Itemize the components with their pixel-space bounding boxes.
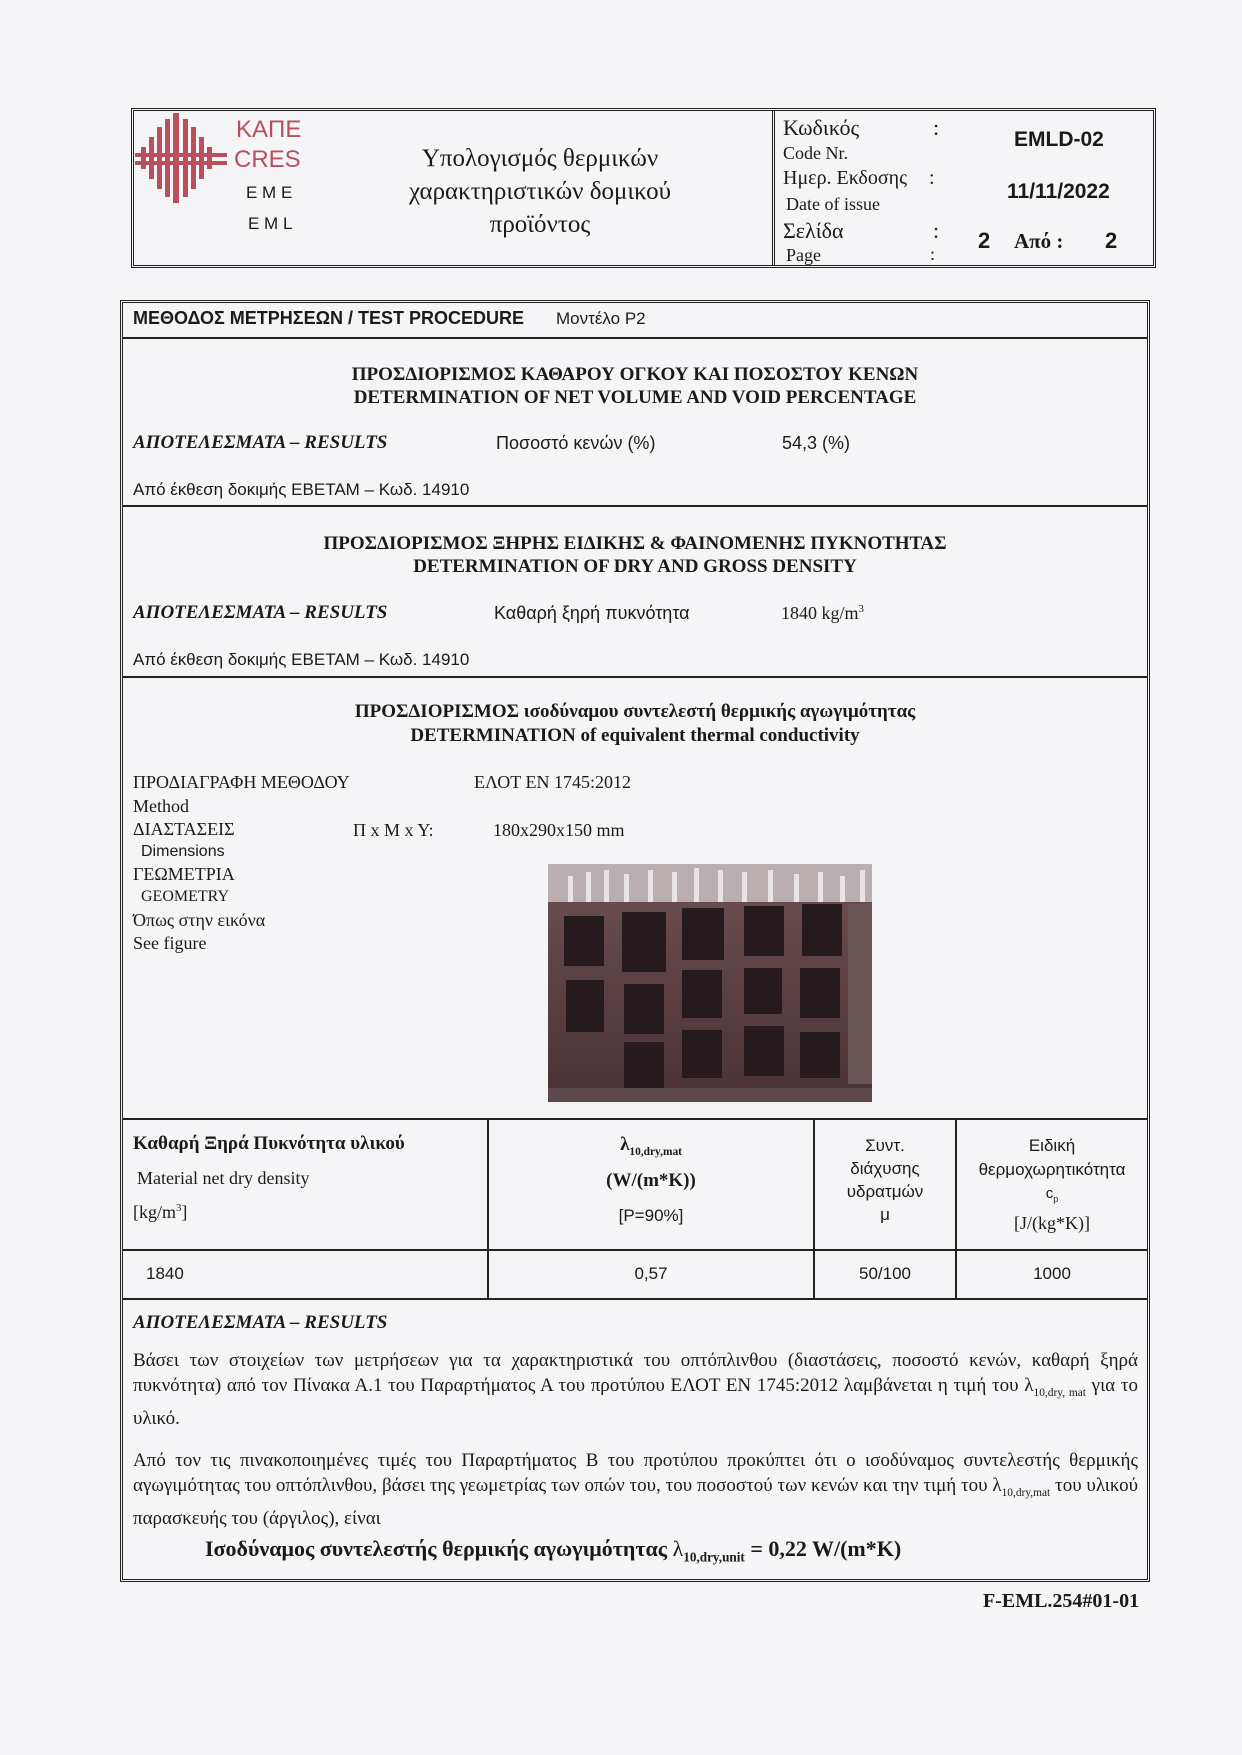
divider — [122, 1298, 1148, 1300]
col4-line1: Ειδική — [1028, 1136, 1076, 1155]
logo-text-cres: CRES — [234, 146, 301, 173]
date-value: 11/11/2022 — [1007, 180, 1110, 203]
brick-photo — [548, 864, 872, 1102]
final-lambda: λ — [672, 1536, 684, 1561]
para2-end: του υλικού παρασκευής του (άργιλος), είναι — [133, 1475, 1138, 1529]
geometry-label-gr: ΓΕΩΜΕΤΡΙΑ — [133, 864, 235, 884]
col2-header-condition: [P=90%] — [618, 1206, 684, 1225]
dry-density-label: Καθαρή ξηρή πυκνότητα — [494, 603, 690, 623]
col4-header — [957, 1134, 1147, 1235]
logo-text-eme: E M E — [246, 183, 293, 202]
col2-lambda: λ — [620, 1134, 630, 1155]
row-mu: 50/100 — [859, 1264, 911, 1283]
divider — [122, 1249, 1148, 1251]
para1-end: για το υλικό. — [133, 1375, 1138, 1429]
col2-header-unit: (W/(m*K)) — [606, 1170, 696, 1191]
para2-text: Από τον τις πινακοποιημένες τιμές του Παραρτήματος Β του προτύπου προκύπτει ότι ο ισοδύναμος συντελεστής θερμικής αγωγιμότητας του οπτόπλινθου, βάσει της γεωμετρίας των οπών του, του ποσοστού των κενών και την τιμή του λ — [133, 1450, 1138, 1496]
section1-title-en: DETERMINATION OF NET VOLUME AND VOID PERCENTAGE — [353, 387, 917, 408]
spec-label-en: Method — [133, 796, 189, 816]
title-line-2: χαρακτηριστικών δομικού — [408, 178, 672, 205]
divider — [122, 676, 1148, 678]
void-percentage-label: Ποσοστό κενών (%) — [496, 433, 656, 453]
divider — [122, 1118, 1148, 1120]
col4-line4: [J/(kg*K)] — [1014, 1213, 1090, 1233]
divider — [122, 505, 1148, 507]
final-value: = 0,22 W/(m*K) — [744, 1536, 902, 1561]
dimensions-label-en: Dimensions — [141, 843, 225, 860]
logo-text-kape: ΚΑΠΕ — [236, 116, 302, 143]
results-paragraph-2 — [133, 1448, 1138, 1531]
page-value: 2 — [978, 228, 991, 253]
spec-label-gr: ΠΡΟΔΙΑΓΡΑΦΗ ΜΕΘΟΔΟΥ — [133, 772, 350, 792]
dry-density-number: 1840 kg/m — [781, 603, 859, 623]
final-results-label: ΑΠΟΤΕΛΕΣΜΑΤΑ – RESULTS — [133, 1312, 388, 1333]
final-subscript: 10,dry,unit — [683, 1549, 745, 1565]
code-label-gr: Κωδικός — [783, 115, 860, 140]
col4-line3 — [957, 1182, 1147, 1211]
dimensions-formula: Π x M x Y: — [353, 820, 434, 840]
col2-header-symbol — [489, 1134, 813, 1158]
col1-unit-exponent: 3 — [176, 1202, 182, 1214]
section1-title-gr: ΠΡΟΣΔΙΟΡΙΣΜΟΣ ΚΑΘΑΡΟΥ ΟΓΚΟΥ ΚΑΙ ΠΟΣΟΣΤΟΥ ΚΕΝΩΝ — [351, 364, 919, 385]
geometry-note-en: See figure — [133, 933, 207, 953]
page-total: 2 — [1105, 228, 1118, 253]
code-colon: : — [933, 115, 940, 140]
col1-header-en: Material net dry density — [137, 1168, 310, 1188]
title-line-3: προϊόντος — [489, 211, 591, 238]
spec-value: ΕΛΟΤ EN 1745:2012 — [474, 772, 631, 792]
col4-symbol: c — [1045, 1185, 1054, 1202]
document-title — [370, 142, 710, 241]
col3-header — [815, 1134, 955, 1226]
page-label-gr: Σελίδα — [783, 218, 844, 243]
row-density: 1840 — [146, 1264, 184, 1283]
page-of-label: Από : — [1014, 229, 1064, 253]
col1-header-unit — [133, 1202, 187, 1223]
page-colon-2: : — [930, 244, 936, 264]
col3-line2: διάχυσης — [850, 1159, 920, 1178]
code-value: EMLD-02 — [1014, 128, 1104, 151]
logo-text-eml: E M L — [248, 214, 293, 233]
section3-title-en: DETERMINATION of equivalent thermal conductivity — [410, 725, 860, 746]
section2-title-en: DETERMINATION OF DRY AND GROSS DENSITY — [413, 556, 857, 577]
dry-density-exponent: 3 — [858, 603, 864, 615]
para1-subscript: 10,dry, mat — [1033, 1386, 1086, 1399]
col1-unit-close: ] — [181, 1202, 188, 1222]
col3-line1: Συντ. — [865, 1136, 905, 1155]
cres-logo-icon — [135, 113, 227, 205]
method-model: Μοντέλο P2 — [556, 309, 646, 328]
date-colon: : — [929, 167, 935, 189]
para2-subscript: 10,dry,mat — [1001, 1486, 1051, 1499]
page-label-en: Page — [786, 245, 821, 265]
geometry-note-gr: Όπως στην εικόνα — [133, 910, 266, 930]
method-label: ΜΕΘΟΔΟΣ ΜΕΤΡΗΣΕΩΝ / TEST PROCEDURE — [133, 308, 525, 328]
section2-title-gr: ΠΡΟΣΔΙΟΡΙΣΜΟΣ ΞΗΡΗΣ ΕΙΔΙΚΗΣ & ΦΑΙΝΟΜΕΝΗΣ ΠΥΚΝΟΤΗΤΑΣ — [323, 533, 947, 554]
dimensions-label-gr: ΔΙΑΣΤΑΣΕΙΣ — [133, 819, 235, 839]
section1-source: Από έκθεση δοκιμής ΕΒΕΤΑΜ – Κωδ. 14910 — [133, 480, 470, 499]
form-code: F-EML.254#01-01 — [983, 1590, 1140, 1612]
divider — [122, 337, 1148, 339]
code-label-en: Code Nr. — [783, 143, 848, 163]
para1-text: Βάσει των στοιχείων των μετρήσεων για τα χαρακτηριστικά του οπτόπλινθου (διαστάσεις, ποσοστό κενών, καθαρή ξηρά πυκνότητα) από τον Πίνακα Α.1 του Παραρτήματος Α του προτύπου ΕΛΟΤ EN 1745:2012 λαμβάνεται η τιμή του λ — [133, 1350, 1138, 1396]
col1-header-gr: Καθαρή Ξηρά Πυκνότητα υλικού — [133, 1133, 405, 1154]
col2-lambda-subscript: 10,dry,mat — [629, 1145, 682, 1158]
title-line-1: Υπολογισμός θερμικών — [421, 145, 659, 172]
col4-symbol-subscript: p — [1053, 1194, 1059, 1204]
void-percentage-value: 54,3 (%) — [782, 433, 851, 453]
date-label-en: Date of issue — [786, 194, 880, 214]
col3-line4: μ — [880, 1205, 890, 1224]
dimensions-value: 180x290x150 mm — [493, 820, 625, 840]
col4-line2: θερμοχωρητικότητα — [978, 1160, 1126, 1179]
page-colon: : — [933, 218, 940, 243]
equivalent-conductivity-result — [205, 1536, 901, 1565]
results-paragraph-1 — [133, 1348, 1138, 1431]
section1-results-label: ΑΠΟΤΕΛΕΣΜΑΤΑ – RESULTS — [133, 432, 388, 453]
section2-results-label: ΑΠΟΤΕΛΕΣΜΑΤΑ – RESULTS — [133, 602, 388, 623]
dry-density-value — [781, 603, 864, 624]
section3-title-gr: ΠΡΟΣΔΙΟΡΙΣΜΟΣ ισοδύναμου συντελεστή θερμικής αγωγιμότητας — [354, 701, 916, 722]
row-lambda: 0,57 — [634, 1264, 668, 1283]
geometry-label-en: GEOMETRY — [141, 888, 229, 905]
col1-unit-text: [kg/m — [133, 1202, 176, 1222]
row-cp: 1000 — [1033, 1264, 1071, 1283]
date-label-gr: Ημερ. Εκδοσης — [783, 167, 907, 189]
final-text: Ισοδύναμος συντελεστής θερμικής αγωγιμότητας — [205, 1536, 673, 1561]
col3-line3: υδρατμών — [846, 1182, 924, 1201]
section2-source: Από έκθεση δοκιμής ΕΒΕΤΑΜ – Κωδ. 14910 — [133, 650, 470, 669]
